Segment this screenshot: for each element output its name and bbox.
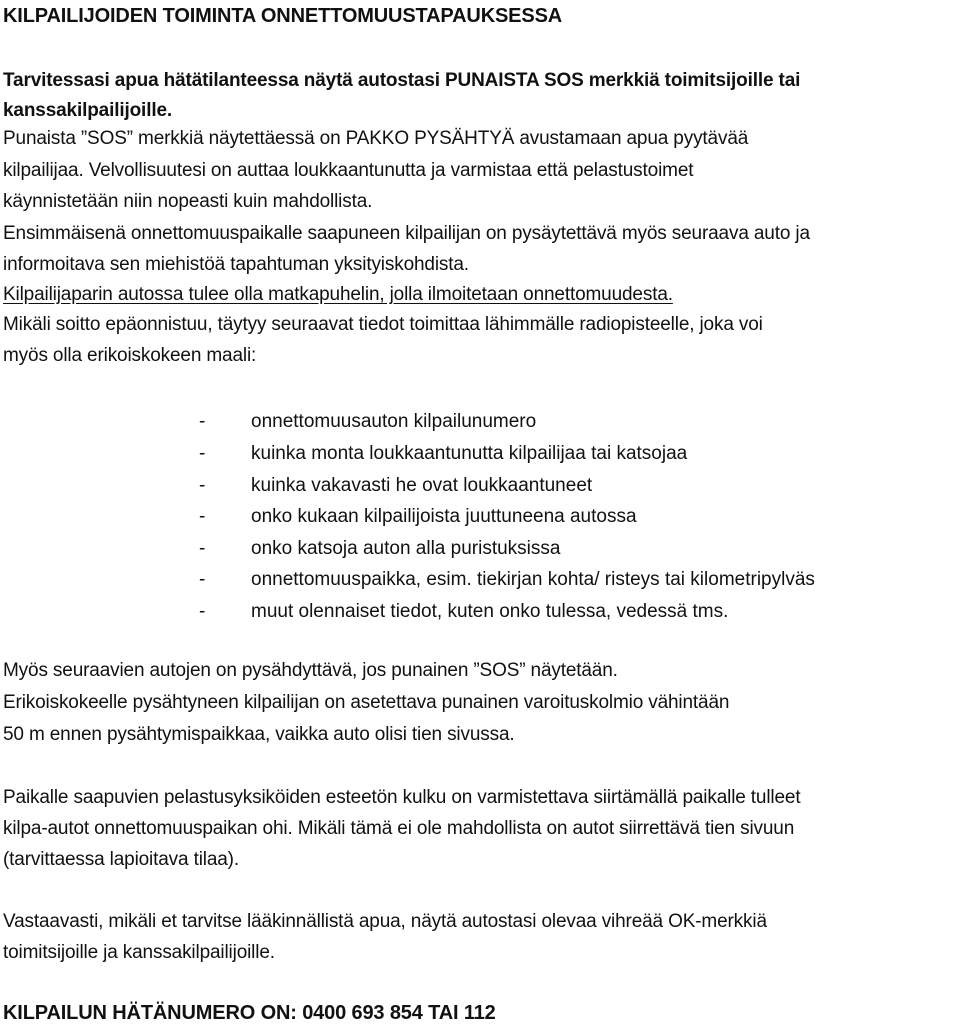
document-title: KILPAILIJOIDEN TOIMINTA ONNETTOMUUSTAPAUKSESSA (3, 5, 563, 27)
list-item-text: muut olennaiset tiedot, kuten onko tulessa, vedessä tms. (251, 601, 729, 622)
list-marker: - (199, 475, 206, 496)
document-page (3, 0, 960, 1024)
list-item (199, 537, 560, 561)
paragraph1-line-1: Punaista ”SOS” merkkiä näytettäessä on PAKKO PYSÄHTYÄ avustamaan apua pyytävää (3, 128, 749, 149)
paragraph3-line-1: Myös seuraavien autojen on pysähdyttävä, jos punainen ”SOS” näytetään. (3, 660, 618, 681)
list-item-text: onko katsoja auton alla puristuksissa (251, 538, 561, 559)
list-item (199, 505, 637, 529)
list-item (199, 600, 728, 624)
list-item (199, 474, 592, 498)
list-marker: - (199, 538, 206, 559)
list-item (199, 442, 687, 466)
paragraph2-line-1: Mikäli soitto epäonnistuu, täytyy seuraavat tiedot toimittaa lähimmälle radiopisteelle, joka voi (3, 314, 763, 335)
paragraph3-line-2: Erikoiskokeelle pysähtyneen kilpailijan on asetettava punainen varoituskolmio vähintään (3, 692, 730, 713)
list-item-text: kuinka monta loukkaantunutta kilpailijaa tai katsojaa (251, 443, 688, 464)
list-item-text: onko kukaan kilpailijoista juuttuneena autossa (251, 506, 637, 527)
paragraph4-line-1: Paikalle saapuvien pelastusyksiköiden esteetön kulku on varmistettava siirtämällä paikalle tulleet (3, 787, 801, 808)
emergency-number: KILPAILUN HÄTÄNUMERO ON: 0400 693 854 TAI 112 (3, 1002, 496, 1024)
list-item-text: onnettomuusauton kilpailunumero (251, 411, 537, 432)
list-item (199, 568, 815, 592)
list-item (199, 410, 536, 434)
paragraph2-line-2: myös olla erikoiskokeen maali: (3, 345, 257, 366)
list-marker: - (199, 569, 206, 590)
list-marker: - (199, 506, 206, 527)
paragraph5-line-2: toimitsijoille ja kanssakilpailijoille. (3, 942, 275, 963)
list-marker: - (199, 411, 206, 432)
list-marker: - (199, 443, 206, 464)
paragraph1-line-5: informoitava sen miehistöä tapahtuman yksityiskohdista. (3, 254, 469, 275)
intro-line-2: kanssakilpailijoille. (3, 100, 172, 121)
paragraph1-line-3: käynnistetään niin nopeasti kuin mahdollista. (3, 191, 373, 212)
underlined-phone-note: Kilpailijaparin autossa tulee olla matkapuhelin, jolla ilmoitetaan onnettomuudesta. (3, 284, 673, 305)
list-item-text: kuinka vakavasti he ovat loukkaantuneet (251, 475, 593, 496)
intro-line-1: Tarvitessasi apua hätätilanteessa näytä autostasi PUNAISTA SOS merkkiä toimitsijoille tai (3, 70, 801, 91)
list-item-text: onnettomuuspaikka, esim. tiekirjan kohta/ risteys tai kilometripylväs (251, 569, 815, 590)
paragraph4-line-3: (tarvittaessa lapioitava tilaa). (3, 849, 239, 870)
paragraph1-line-2: kilpailijaa. Velvollisuutesi on auttaa loukkaantunutta ja varmistaa että pelastustoimet (3, 160, 694, 181)
paragraph1-line-4: Ensimmäisenä onnettomuuspaikalle saapuneen kilpailijan on pysäytettävä myös seuraava auto ja (3, 223, 810, 244)
list-marker: - (199, 601, 206, 622)
paragraph3-line-3: 50 m ennen pysähtymispaikkaa, vaikka auto olisi tien sivussa. (3, 724, 515, 745)
paragraph4-line-2: kilpa-autot onnettomuuspaikan ohi. Mikäli tämä ei ole mahdollista on autot siirrettävä tien sivuun (3, 818, 795, 839)
paragraph5-line-1: Vastaavasti, mikäli et tarvitse lääkinnällistä apua, näytä autostasi olevaa vihreää OK-merkkiä (3, 911, 767, 932)
